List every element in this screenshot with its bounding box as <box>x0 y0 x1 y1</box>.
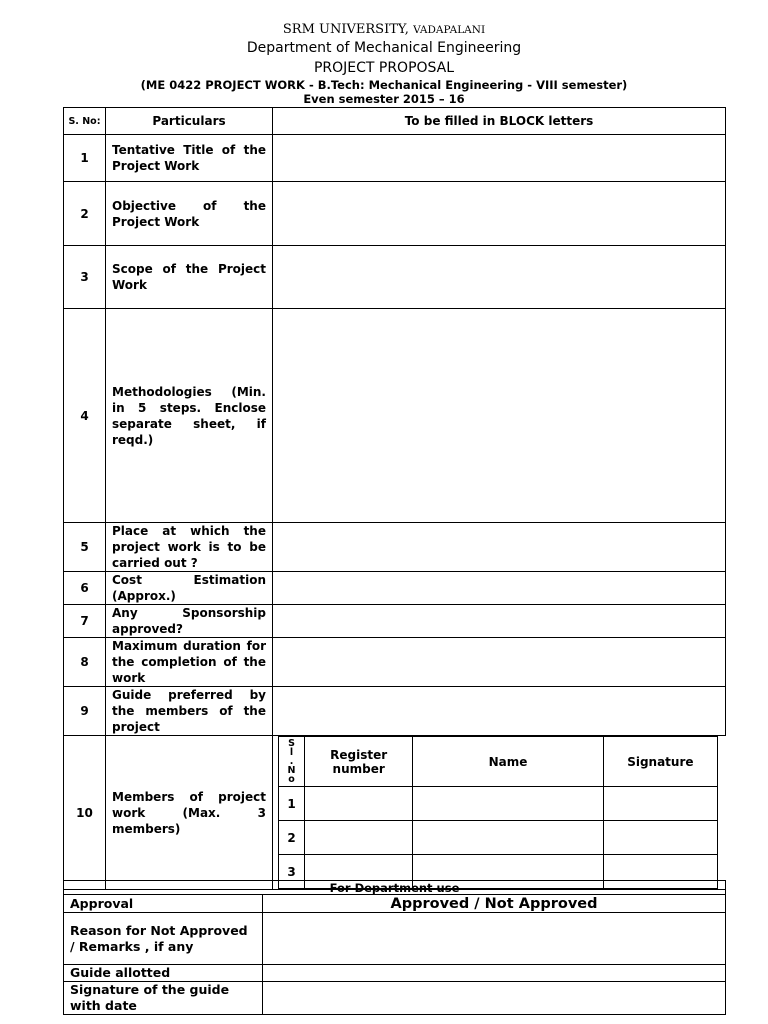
member-number: 3 <box>279 855 305 889</box>
register-number-field[interactable] <box>305 821 413 855</box>
member-signature-field[interactable] <box>603 787 717 821</box>
name-header: Name <box>413 737 603 787</box>
form-title: PROJECT PROPOSAL <box>313 60 455 76</box>
row-label-place: Place at which the project work is to be carried out ? <box>106 523 273 572</box>
guide-signature-field[interactable] <box>263 982 726 1015</box>
department-use-title: For Department use <box>64 881 726 895</box>
row-label-duration: Maximum duration for the completion of the work <box>106 638 273 687</box>
row-label-cost: Cost Estimation (Approx.) <box>106 572 273 605</box>
answer-cell-objective[interactable] <box>273 182 726 246</box>
row-label-members: Members of project work (Max. 3 members) <box>106 736 273 890</box>
row-number: 8 <box>64 638 106 687</box>
row-label-scope: Scope of the Project Work <box>106 246 273 309</box>
member-name-field[interactable] <box>413 821 603 855</box>
campus-name: VADAPALANI <box>413 24 486 36</box>
row-number: 2 <box>64 182 106 246</box>
member-number: 2 <box>279 821 305 855</box>
guide-signature-label: Signature of the guide with date <box>64 982 263 1015</box>
answer-cell-scope[interactable] <box>273 246 726 309</box>
slno-header: S l . N o <box>279 737 305 787</box>
row-number: 10 <box>64 736 106 890</box>
answer-cell-title[interactable] <box>273 135 726 182</box>
row-number: 4 <box>64 309 106 523</box>
proposal-table <box>63 107 726 890</box>
semester-line: Even semester 2015 – 16 <box>303 92 465 106</box>
row-label-title: Tentative Title of the Project Work <box>106 135 273 182</box>
row-number: 7 <box>64 605 106 638</box>
row-label-sponsorship: Any Sponsorship approved? <box>106 605 273 638</box>
row-number: 3 <box>64 246 106 309</box>
approval-options[interactable]: Approved / Not Approved <box>263 895 726 913</box>
member-signature-field[interactable] <box>603 821 717 855</box>
row-label-guide: Guide preferred by the members of the project <box>106 687 273 736</box>
row-number: 1 <box>64 135 106 182</box>
answer-cell-cost[interactable] <box>273 572 726 605</box>
answer-cell-place[interactable] <box>273 523 726 572</box>
answer-cell-guide[interactable] <box>273 687 726 736</box>
register-number-field[interactable] <box>305 787 413 821</box>
register-header: Register number <box>305 737 413 787</box>
row-number: 5 <box>64 523 106 572</box>
members-table <box>278 736 718 889</box>
row-label-methodologies: Methodologies (Min. in 5 steps. Enclose separate sheet, if reqd.) <box>106 309 273 523</box>
reason-field[interactable] <box>263 913 726 965</box>
member-number: 1 <box>279 787 305 821</box>
member-name-field[interactable] <box>413 787 603 821</box>
particulars-header: Particulars <box>106 108 273 135</box>
answer-cell-sponsorship[interactable] <box>273 605 726 638</box>
university-name: SRM UNIVERSITY, VADAPALANI <box>282 22 486 37</box>
guide-allotted-label: Guide allotted <box>64 965 263 982</box>
sno-header: S. No: <box>64 108 106 135</box>
course-line: (ME 0422 PROJECT WORK - B.Tech: Mechanical Engineering - VIII semester) <box>140 78 628 92</box>
row-number: 6 <box>64 572 106 605</box>
reason-label: Reason for Not Approved / Remarks , if any <box>64 913 263 965</box>
signature-header: Signature <box>603 737 717 787</box>
answer-cell-methodologies[interactable] <box>273 309 726 523</box>
department-name: Department of Mechanical Engineering <box>246 40 522 56</box>
members-cell <box>273 736 726 890</box>
department-use-table <box>63 880 726 1015</box>
approval-label: Approval <box>64 895 263 913</box>
row-number: 9 <box>64 687 106 736</box>
answer-cell-duration[interactable] <box>273 638 726 687</box>
row-label-objective: Objective of the Project Work <box>106 182 273 246</box>
guide-allotted-field[interactable] <box>263 965 726 982</box>
fill-header: To be filled in BLOCK letters <box>273 108 726 135</box>
